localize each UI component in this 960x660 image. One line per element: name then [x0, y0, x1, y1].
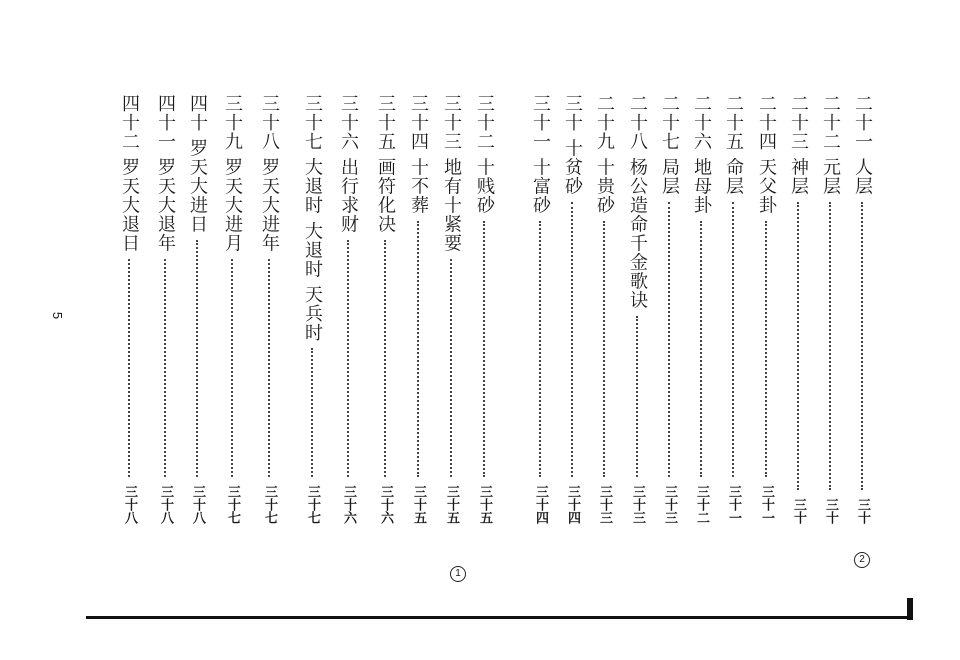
dot-leader: [311, 348, 313, 477]
toc-entry: [589, 94, 619, 524]
circled-mark: 1: [450, 566, 466, 582]
dot-leader: [571, 202, 573, 477]
toc-entry: [182, 94, 212, 524]
bottom-rule-end-bar: [907, 598, 913, 620]
dot-leader: [483, 221, 485, 477]
toc-entry-title: 二十六 地母卦: [691, 94, 712, 215]
toc-entry-title: 三十七 大退时 大退时 天兵时: [302, 94, 323, 343]
toc-entry: [751, 94, 781, 524]
toc-page-number: 三十一: [759, 485, 774, 524]
toc-entry: [557, 94, 587, 524]
toc-entry-title: 二十二 元层: [820, 94, 841, 196]
dot-leader: [231, 259, 233, 477]
dot-leader: [765, 221, 767, 477]
toc-page-number: 三十一: [726, 485, 741, 524]
toc-page-number: 三十四: [565, 485, 580, 524]
toc-entry-title: 二十九 十贵砂: [594, 94, 615, 215]
toc-entry-title: 三十五 画符化决: [375, 94, 396, 234]
dot-leader: [450, 259, 452, 477]
toc-entry-title: 二十八 杨公造命千金歌诀: [627, 94, 648, 310]
toc-entry: [718, 94, 748, 524]
dot-leader: [164, 259, 166, 477]
toc-entry-title: 四十一 罗天大退年: [155, 94, 176, 253]
toc-page-number: 三十五: [477, 485, 492, 524]
dot-leader: [700, 221, 702, 477]
dot-leader: [347, 240, 349, 477]
circled-mark: 2: [854, 552, 870, 568]
toc-entry: [815, 94, 845, 524]
toc-entry-title: 四十二 罗天大退日: [119, 94, 140, 253]
dot-leader: [732, 202, 734, 477]
toc-entry: [783, 94, 813, 524]
toc-entry-title: 三十三 地有十紧要: [441, 94, 462, 253]
toc-page-number: 三十七: [305, 485, 320, 524]
toc-page-number: 三十三: [662, 485, 677, 524]
toc-entry-title: 三十九 罗天大进月: [222, 94, 243, 253]
toc-entry-title: 三十八 罗天大进年: [259, 94, 280, 253]
dot-leader: [668, 202, 670, 477]
toc-entry-title: 三十一 十富砂: [530, 94, 551, 215]
toc-entry: [297, 94, 327, 524]
toc-entry: [622, 94, 652, 524]
toc-page-number: 三十三: [630, 485, 645, 524]
dot-leader: [384, 240, 386, 477]
page-number: 5: [50, 311, 66, 320]
dot-leader: [128, 259, 130, 477]
toc-entry: [847, 94, 877, 524]
toc-page-number: 三十: [791, 498, 806, 524]
toc-page-number: 三十八: [190, 485, 205, 524]
toc-entry-title: 三十六 出行求财: [338, 94, 359, 234]
toc-page-number: 三十三: [597, 485, 612, 524]
toc-entry: [469, 94, 499, 524]
toc-page-number: 三十四: [533, 485, 548, 524]
toc-entry: [254, 94, 284, 524]
toc-entry: [217, 94, 247, 524]
toc-entry-title: 二十四 天父卦: [756, 94, 777, 215]
toc-page-number: 三十: [855, 498, 870, 524]
toc-entry-title: 三十 十贫砂: [562, 94, 583, 196]
bottom-rule: [86, 616, 912, 619]
toc-page-number: 三十六: [378, 485, 393, 524]
toc-entry: [525, 94, 555, 524]
toc-page-number: 三十八: [122, 485, 137, 524]
toc-entry: [654, 94, 684, 524]
dot-leader: [636, 316, 638, 477]
dot-leader: [268, 259, 270, 477]
toc-entry-title: 三十二 十贱砂: [474, 94, 495, 215]
dot-leader: [539, 221, 541, 477]
toc-entry: [114, 94, 144, 524]
toc-entry: [333, 94, 363, 524]
toc-entry: [150, 94, 180, 524]
dot-leader: [861, 202, 863, 490]
toc-entry-title: 二十五 命层: [723, 94, 744, 196]
toc-entry: [686, 94, 716, 524]
dot-leader: [417, 221, 419, 477]
toc-page-number: 三十五: [444, 485, 459, 524]
toc-entry-title: 二十一 人层: [852, 94, 873, 196]
toc-page-number: 三十七: [262, 485, 277, 524]
toc-entry-title: 二十七 局层: [659, 94, 680, 196]
dot-leader: [603, 221, 605, 477]
toc-page-number: 三十八: [158, 485, 173, 524]
toc-entry: [403, 94, 433, 524]
toc-page-number: 三十七: [225, 485, 240, 524]
dot-leader: [829, 202, 831, 490]
toc-entry: [370, 94, 400, 524]
toc-page-number: 三十六: [341, 485, 356, 524]
dot-leader: [196, 240, 198, 477]
toc-entry-title: 二十三 神层: [788, 94, 809, 196]
toc-page-number: 三十: [823, 498, 838, 524]
toc-entry: [436, 94, 466, 524]
toc-entry-title: 三十四 十不葬: [408, 94, 429, 215]
toc-entry-title: 四十 罗天大进日: [187, 94, 208, 234]
dot-leader: [797, 202, 799, 490]
toc-page-number: 三十五: [411, 485, 426, 524]
toc-page-number: 三十二: [694, 485, 709, 524]
